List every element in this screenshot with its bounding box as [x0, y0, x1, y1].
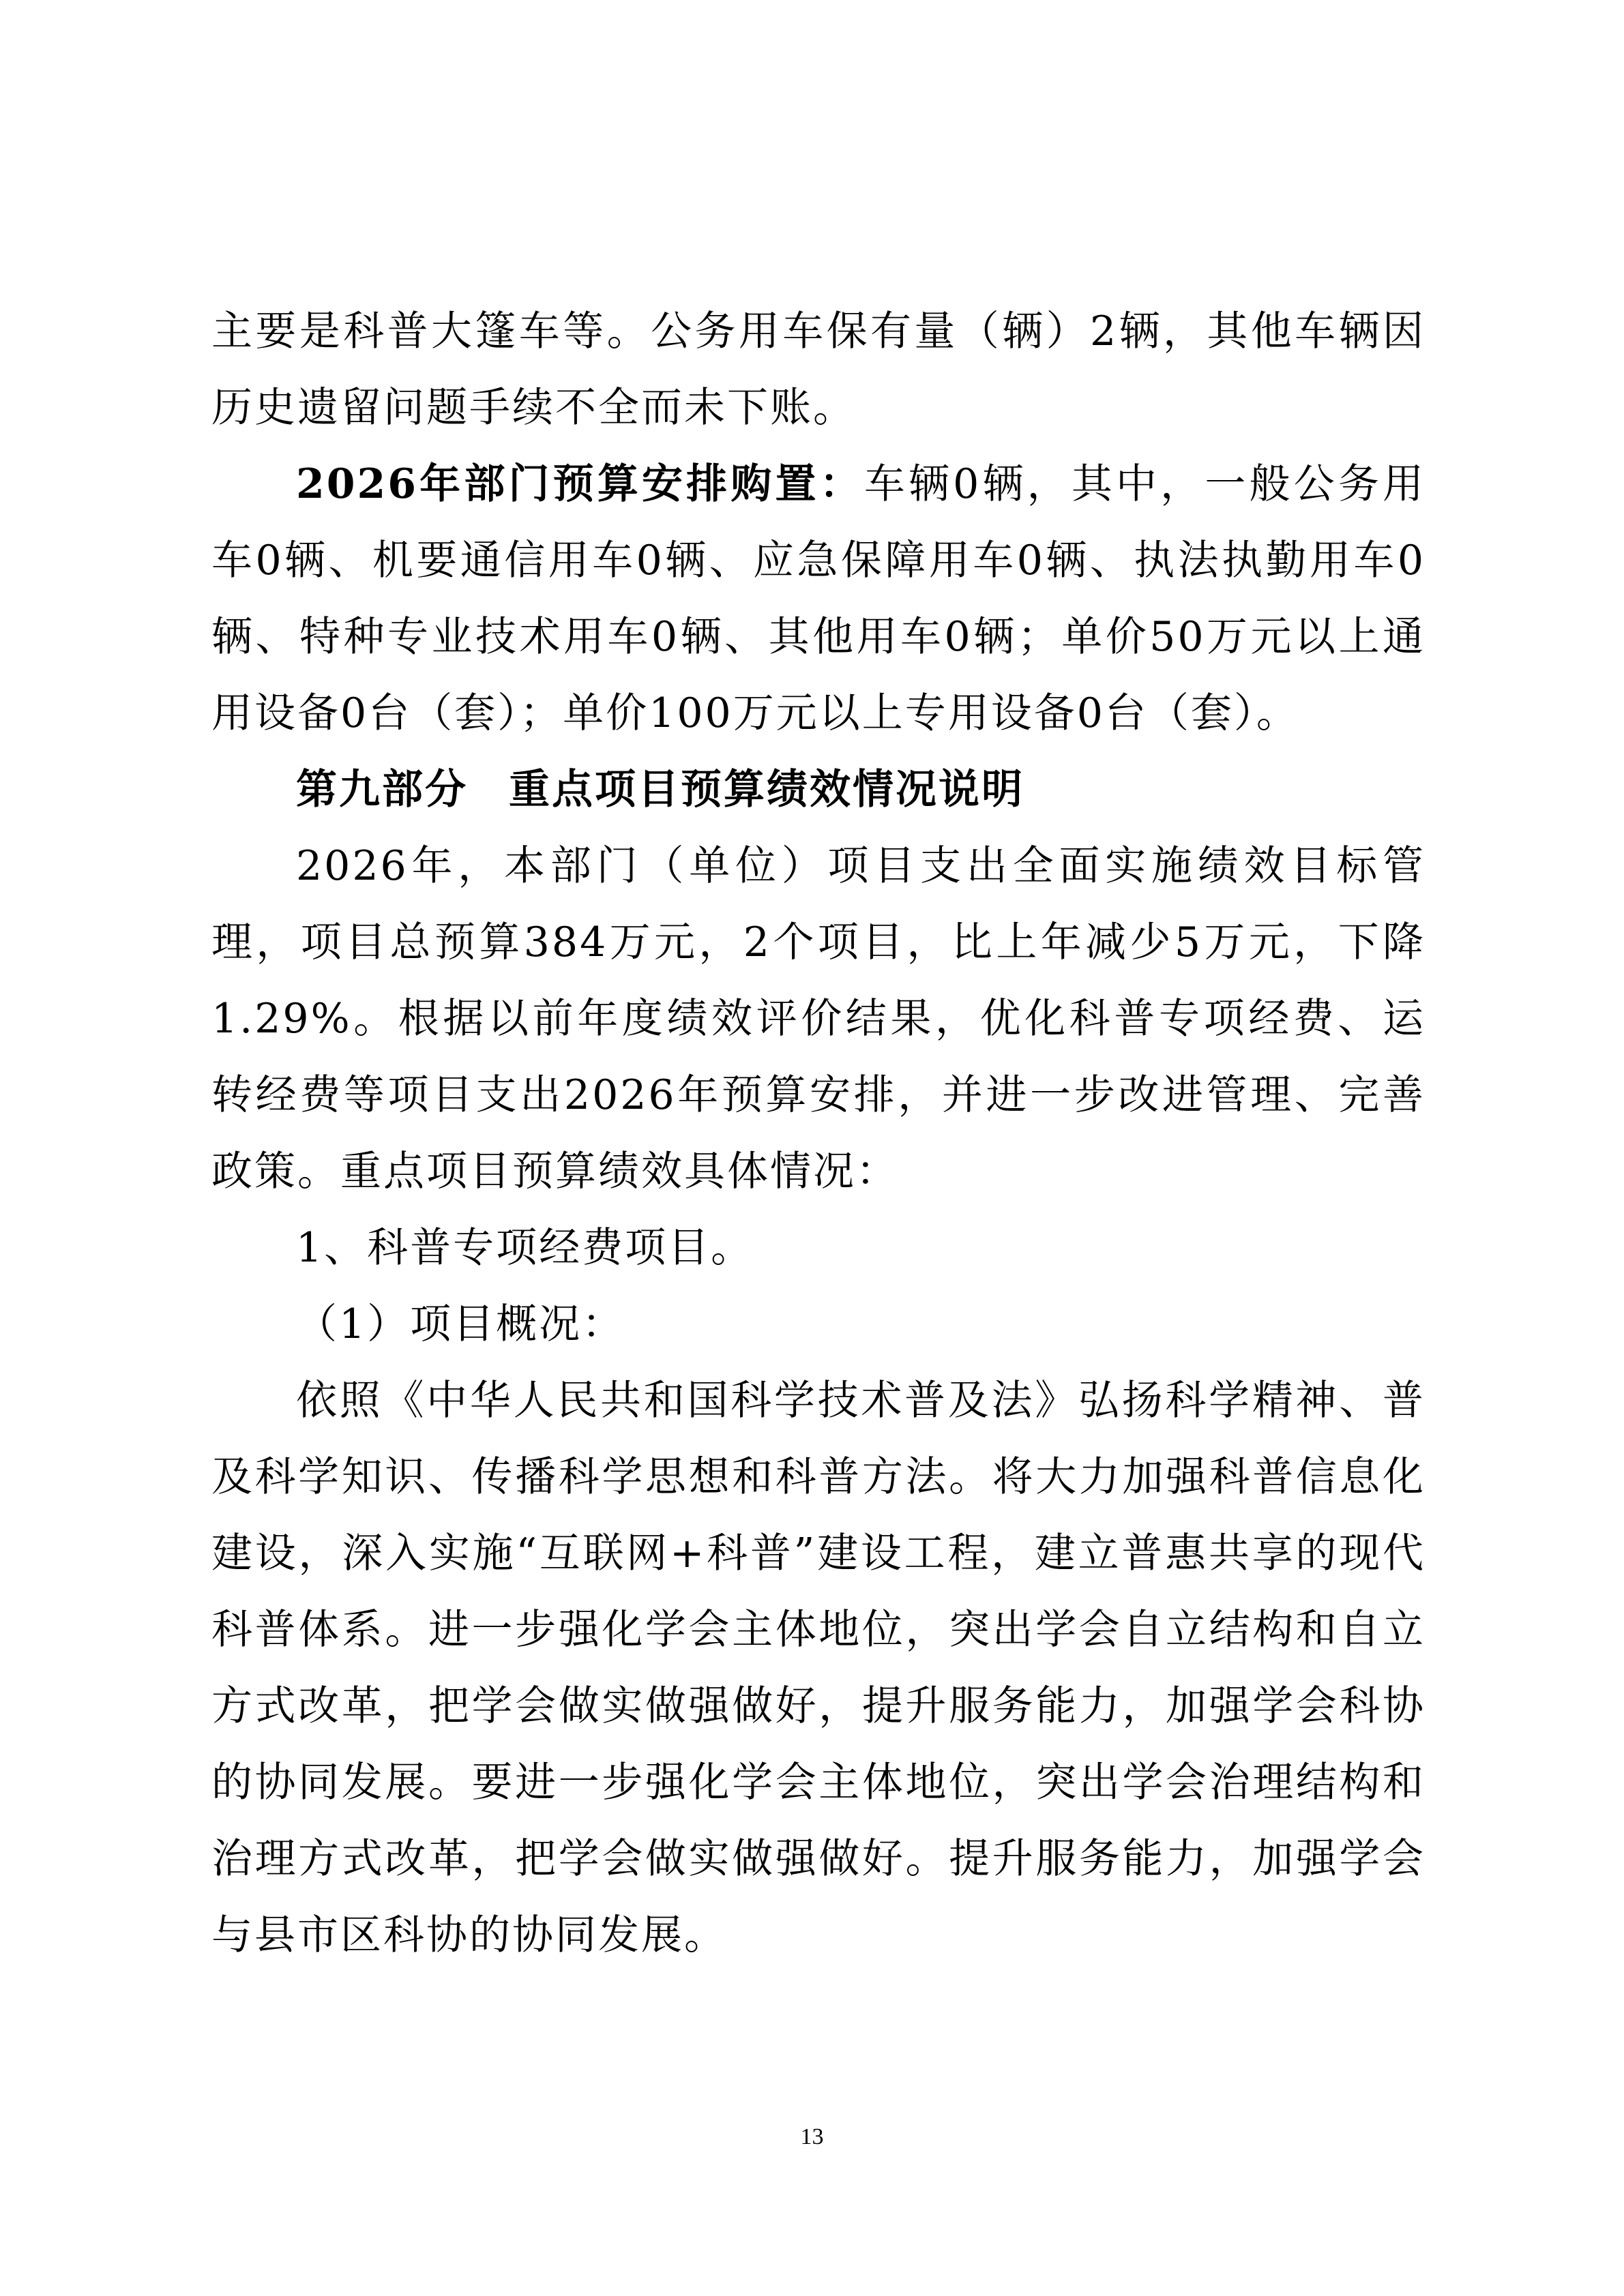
- section-heading: [211, 751, 1426, 828]
- paragraph-performance-overview: 2026年，本部门（单位）项目支出全面实施绩效目标管理，项目总预算384万元，2个项目，比上年减少5万元，下降1.29%。根据以前年度绩效评价结果，优化科普专项经费、运转经费等项目支出2026年预算安排，并进一步改进管理、完善政策。重点项目预算绩效具体情况：: [211, 842, 1426, 1195]
- page-number: 13: [800, 2124, 824, 2149]
- paragraph-vehicles: 主要是科普大篷车等。公务用车保有量（辆）2辆，其他车辆因历史遗留问题手续不全而未下账。: [211, 308, 1426, 432]
- section-heading-part: 第九部分: [296, 766, 468, 814]
- purchase-plan-label: 2026年部门预算安排购置：: [296, 460, 864, 508]
- section-heading-title: 重点项目预算绩效情况说明: [509, 766, 1024, 814]
- paragraph-purchase-plan: [211, 446, 1426, 751]
- document-body: [211, 293, 1426, 1973]
- paragraph-project-1: 1、科普专项经费项目。: [296, 1224, 754, 1272]
- purchase-plan-text: 车辆0辆，其中，一般公务用车0辆、机要通信用车0辆、应急保障用车0辆、执法执勤用车0辆、特种专业技术用车0辆、其他用车0辆；单价50万元以上通用设备0台（套）；单价100万元以上专用设备0台（套）。: [211, 460, 1426, 737]
- paragraph-project-description: 依照《中华人民共和国科学技术普及法》弘扬科学精神、普及科学知识、传播科学思想和科普方法。将大力加强科普信息化建设，深入实施“互联网+科普”建设工程，建立普惠共享的现代科普体系。进一步强化学会主体地位，突出学会自立结构和自立方式改革，把学会做实做强做好，提升服务能力，加强学会科协的协同发展。要进一步强化学会主体地位，突出学会治理结构和治理方式改革，把学会做实做强做好。提升服务能力，加强学会与县市区科协的协同发展。: [211, 1377, 1426, 1959]
- paragraph-project-overview-label: （1）项目概况：: [296, 1300, 625, 1348]
